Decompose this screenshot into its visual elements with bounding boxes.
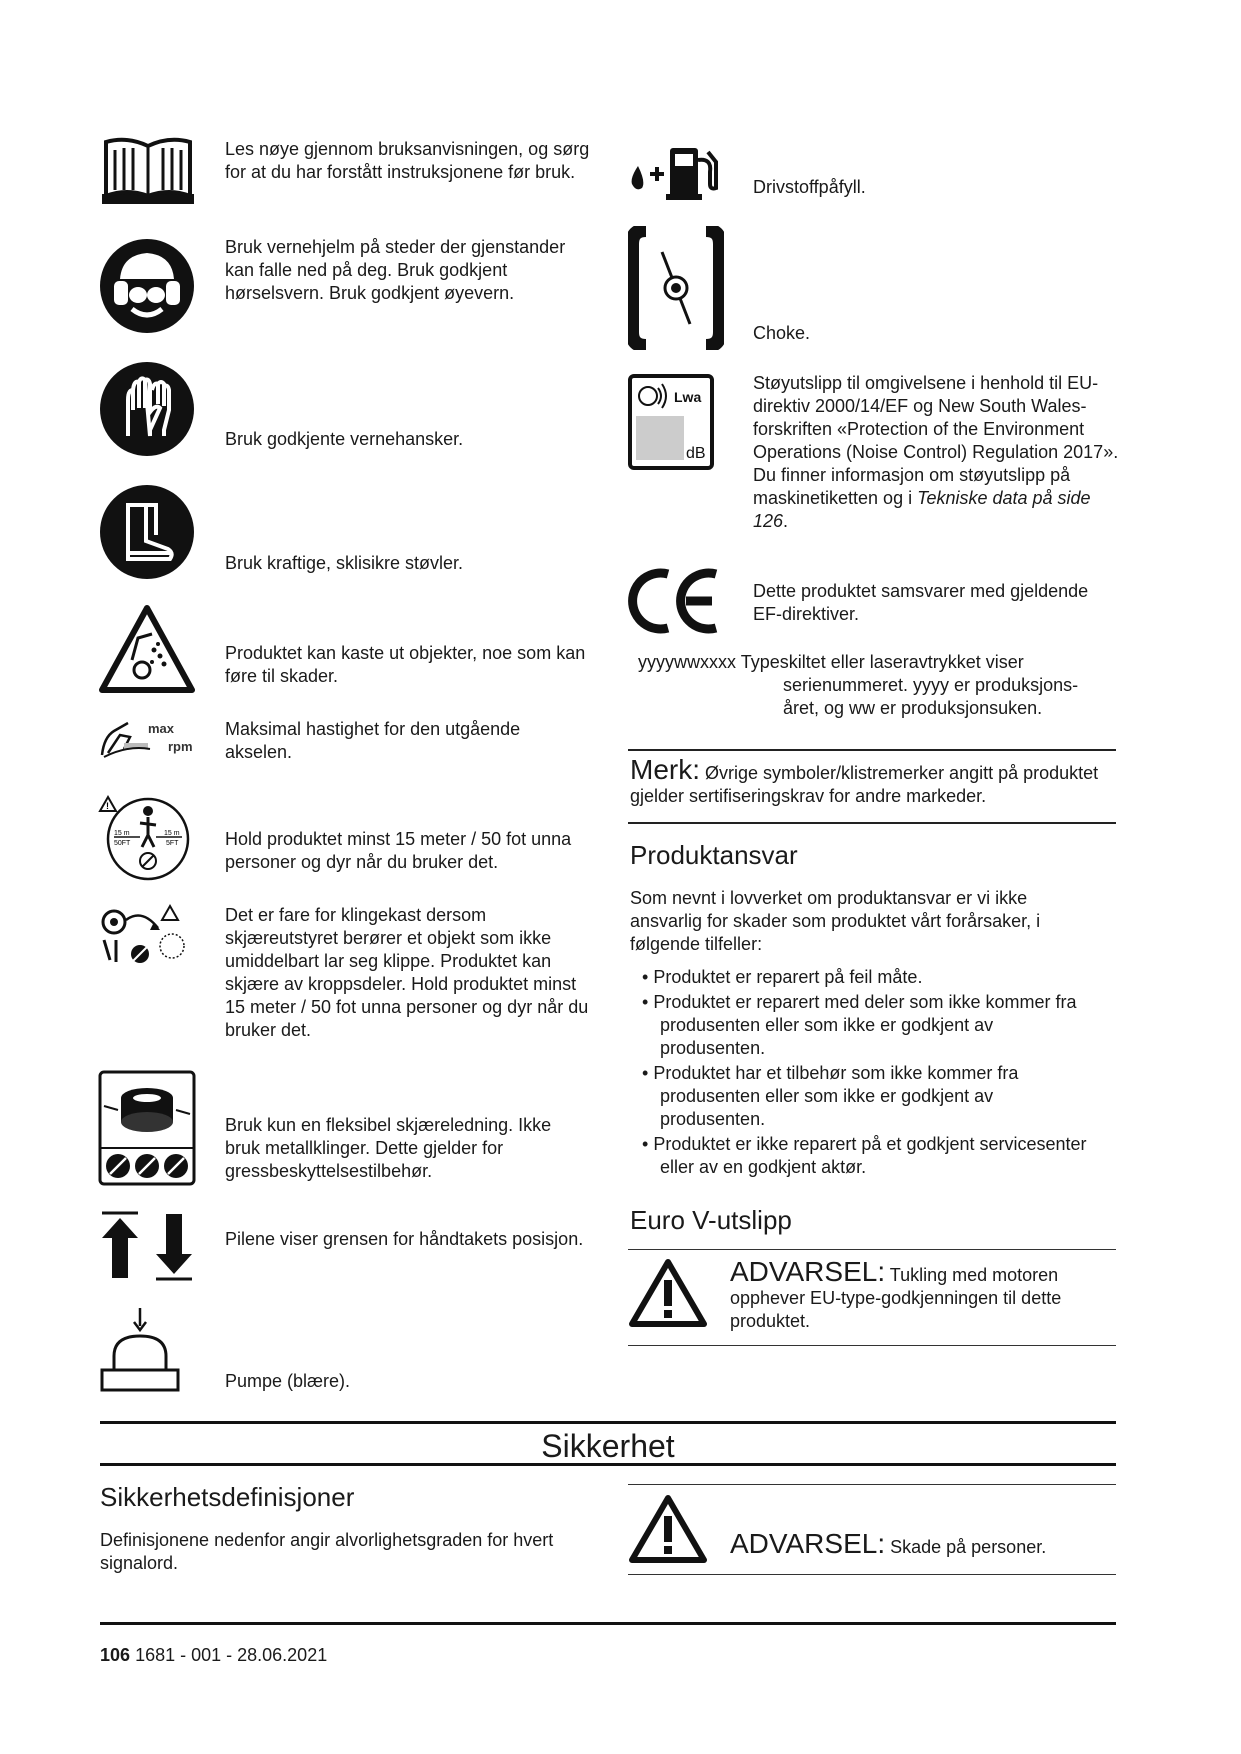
lwa-label: Lwa (674, 389, 702, 405)
symbol-text-blade-thrust: Det er fare for klingekast dersom skjæreutstyret berører et objekt som ikke umiddelbart lar seg klippe. Produktet kan skjære av kroppsdeler. Hold produktet minst 15 meter / 50 fot unna personer og dyr når du bruker det. (225, 905, 589, 1040)
rpm-label: rpm (168, 739, 193, 754)
primer-bulb-icon (100, 1306, 180, 1399)
symbol-text-handle-arrows: Pilene viser grensen for håndtakets posisjon. (225, 1229, 584, 1249)
serial-line1: Typeskiltet eller laseravtrykket viser (740, 652, 1024, 672)
note-bottom-rule (628, 822, 1116, 824)
doc-id: 1681 - 001 - 28.06.2021 (135, 1645, 328, 1665)
safety-title: Sikkerhet (541, 1428, 675, 1464)
euro-v-warning (730, 1256, 1110, 1333)
serial-line3: året, og ww er produksjonsuken. (783, 698, 1043, 718)
noise-text-suffix: . (783, 511, 789, 531)
serial-line2: serienummeret. yyyy er produksjons- (783, 675, 1079, 695)
safety-warning-label: ADVARSEL: (730, 1528, 886, 1559)
symbol-text-read-manual: Les nøye gjennom bruksanvisningen, og sørg for at du har forstått instruksjonene før bruk. (225, 139, 590, 182)
warning-triangle-icon (628, 1258, 708, 1333)
symbol-text-thrown-objects: Produktet kan kaste ut objekter, noe som kan føre til skader. (225, 643, 586, 686)
safety-warning-text: Skade på personer. (890, 1537, 1047, 1557)
product-liability-intro: Som nevnt i lovverket om produktansvar er vi ikke ansvarlig for skader som produktet vårt forårsaker, i følgende tilfeller: (630, 888, 1041, 954)
max-label: max (148, 721, 175, 736)
distance-m2-label: 15 m (164, 830, 180, 837)
serial-info (638, 651, 1118, 720)
distance-ft-label: 50FT (114, 840, 131, 847)
db-label: dB (686, 445, 706, 462)
symbol-text-helmet: Bruk vernehjelm på steder der gjenstander kan falle ned på deg. Bruk godkjent hørselsvern. Bruk godkjent øyevern. (225, 237, 566, 303)
list-item: • Produktet er reparert på feil måte. (630, 966, 1090, 989)
distance-ft2-label: 5FT (166, 840, 179, 847)
symbol-text-gloves: Bruk godkjente vernehansker. (225, 429, 464, 449)
safety-definitions-heading: Sikkerhetsdefinisjoner (100, 1482, 355, 1512)
euro-v-warning-text: Tukling med motoren opphever EU-type-godkjenningen til dette produktet. (730, 1265, 1062, 1331)
safety-definitions-text: Definisjonene nedenfor angir alvorlighetsgraden for hvert signalord. (100, 1530, 554, 1573)
symbol-text-fuel: Drivstoffpåfyll. (753, 177, 866, 197)
choke-icon (628, 226, 724, 355)
symbol-text-ce: Dette produktet samsvarer med gjeldende EF-direktiver. (753, 581, 1089, 624)
product-liability-list (630, 966, 1090, 1181)
footer-rule (100, 1622, 1116, 1625)
handle-arrows-icon (98, 1210, 196, 1287)
thrown-objects-warning-icon (98, 604, 196, 699)
book-icon (100, 136, 196, 213)
symbol-text-max-rpm: Maksimal hastighet for den utgående akselen. (225, 719, 521, 762)
safety-distance-icon (98, 795, 198, 888)
fuel-refill-icon (628, 138, 724, 207)
trimmer-head-icon (98, 1070, 196, 1191)
list-item: • Produktet har et tilbehør som ikke kommer fra produsenten eller som ikke er godkjent av produsenten. (630, 1062, 1090, 1131)
euro-v-top-rule (628, 1249, 1116, 1250)
list-item: • Produktet er ikke reparert på et godkjent servicesenter eller av en godkjent aktør. (630, 1133, 1090, 1179)
safety-warning (730, 1528, 1110, 1559)
symbol-text-trimmer-head: Bruk kun en fleksibel skjæreledning. Ikke bruk metallklinger. Dette gjelder for gressbeskyttelsestilbehør. (225, 1115, 552, 1181)
svg-text:!: ! (106, 801, 109, 811)
technical-data-link[interactable]: Tekniske data på side 126 (753, 488, 1091, 531)
serial-code: yyyywwxxxx (638, 652, 736, 672)
symbol-text-distance: Hold produktet minst 15 meter / 50 fot unna personer og dyr når du bruker det. (225, 829, 572, 872)
boots-icon (98, 483, 196, 586)
gloves-icon (98, 360, 196, 463)
symbol-text-choke: Choke. (753, 323, 811, 343)
symbol-text-boots: Bruk kraftige, sklisikre støvler. (225, 553, 464, 573)
euro-v-warning-label: ADVARSEL: (730, 1256, 886, 1287)
safety-title-bottom-rule (100, 1463, 1116, 1466)
note-text: Øvrige symboler/klistremerker angitt på produktet gjelder sertifiseringskrav for andre markeder. (630, 763, 1099, 806)
product-liability-heading: Produktansvar (630, 840, 798, 870)
helmet-ear-eye-protection-icon (98, 237, 196, 340)
footer (100, 1644, 327, 1667)
symbol-text-noise (753, 372, 1123, 533)
note-label: Merk: (630, 754, 700, 785)
symbol-text-primer: Pumpe (blære). (225, 1371, 351, 1391)
ce-mark-icon (628, 568, 724, 639)
euro-v-heading: Euro V-utslipp (630, 1205, 792, 1235)
noise-text: Støyutslipp til omgivelsene i henhold til EU-direktiv 2000/14/EF og New South Wales-forskriften «Protection of the Environment Operations (Noise Control) Regulation 2017». Du finner informasjon om støyutslipp på maskinetiketten og i (753, 373, 1119, 508)
euro-v-bottom-rule (628, 1345, 1116, 1346)
safety-warning-top-rule (628, 1484, 1116, 1485)
page-number: 106 (100, 1645, 131, 1665)
note-top-rule (628, 749, 1116, 751)
blade-thrust-icon (96, 900, 196, 985)
distance-m-label: 15 m (114, 830, 130, 837)
safety-warning-bottom-rule (628, 1574, 1116, 1575)
note-block (630, 754, 1120, 808)
warning-triangle-icon (628, 1494, 708, 1569)
noise-emission-label-icon (628, 374, 714, 475)
max-rpm-icon (98, 715, 198, 768)
list-item: • Produktet er reparert med deler som ikke kommer fra produsenten eller som ikke er godkjent av produsenten. (630, 991, 1090, 1060)
